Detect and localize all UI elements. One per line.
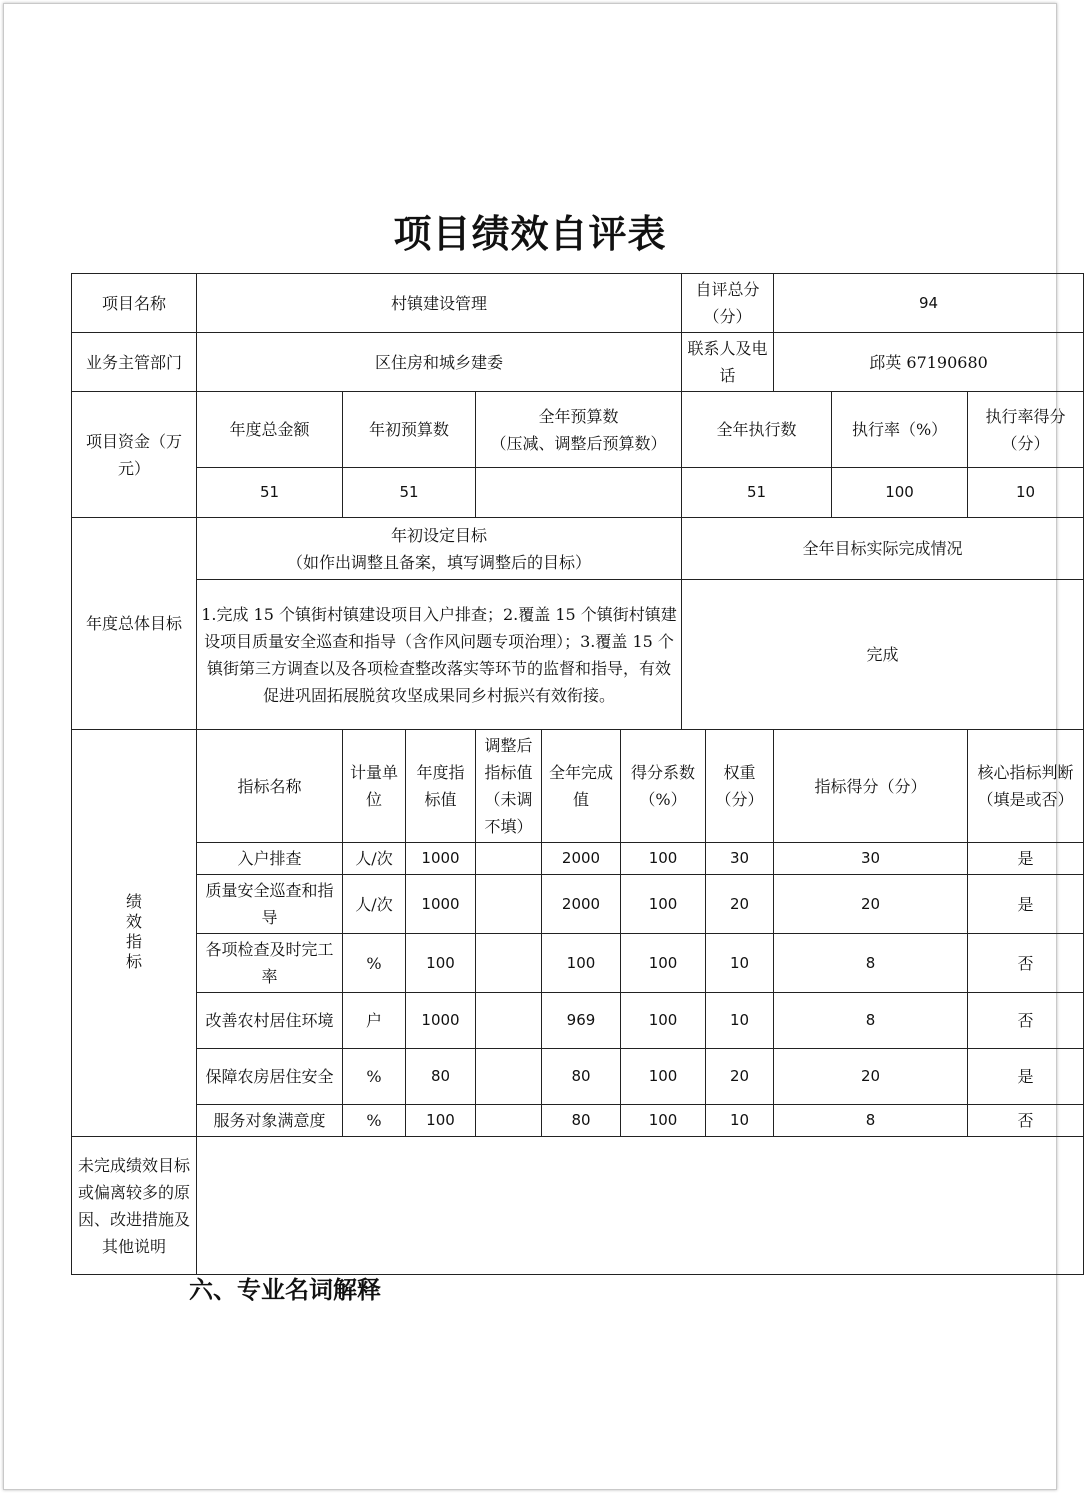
indicator-annual: 100	[406, 934, 476, 993]
indicator-weight: 20	[706, 1049, 774, 1105]
indicator-adjusted	[476, 875, 542, 934]
indicator-name: 服务对象满意度	[197, 1105, 343, 1137]
indicator-weight: 10	[706, 934, 774, 993]
indicator-annual: 1000	[406, 993, 476, 1049]
project-name-value: 村镇建设管理	[197, 274, 682, 333]
indicators-label: 绩效指标	[125, 891, 142, 971]
header-score: 指标得分（分）	[774, 730, 968, 843]
indicator-unit: 人/次	[343, 843, 406, 875]
indicator-name: 保障农房居住安全	[197, 1049, 343, 1105]
table-row	[72, 934, 1084, 993]
header-annual-value: 年度指标值	[406, 730, 476, 843]
indicator-done: 80	[542, 1105, 621, 1137]
indicator-unit: 户	[343, 993, 406, 1049]
funds-full-year-value	[476, 468, 682, 518]
indicator-name: 入户排查	[197, 843, 343, 875]
funds-total-header: 年度总金额	[197, 392, 343, 468]
table-row	[72, 843, 1084, 875]
indicator-coef: 100	[621, 875, 706, 934]
indicator-unit: %	[343, 934, 406, 993]
initial-goal-text: 1.完成 15 个镇街村镇建设项目入户排查；2.覆盖 15 个镇街村镇建设项目质量安全巡查和指导（含作风问题专项治理）；3.覆盖 15 个镇街第三方调查以及各项检查整改落实等环节的监督和指导，有效促进巩固拓展脱贫攻坚成果同乡村振兴有效衔接。	[197, 580, 682, 730]
funds-total-value: 51	[197, 468, 343, 518]
indicator-annual: 1000	[406, 843, 476, 875]
self-evaluation-table	[71, 273, 1084, 1275]
funds-full-year-note: （压减、调整后预算数）	[490, 433, 667, 453]
table-row	[72, 1049, 1084, 1105]
header-coef: 得分系数（%）	[621, 730, 706, 843]
indicator-score: 8	[774, 934, 968, 993]
indicator-unit: %	[343, 1049, 406, 1105]
indicator-coef: 100	[621, 1105, 706, 1137]
funds-initial-header: 年初预算数	[343, 392, 476, 468]
funds-full-year-header	[476, 392, 682, 468]
indicator-unit: %	[343, 1105, 406, 1137]
indicator-annual: 1000	[406, 875, 476, 934]
indicator-score: 8	[774, 1105, 968, 1137]
indicator-annual: 100	[406, 1105, 476, 1137]
indicator-adjusted	[476, 993, 542, 1049]
indicator-coef: 100	[621, 934, 706, 993]
indicator-weight: 10	[706, 1105, 774, 1137]
notes-value	[197, 1137, 1084, 1275]
funds-label: 项目资金（万元）	[72, 392, 197, 518]
page-title: 项目绩效自评表	[393, 211, 667, 256]
funds-initial-value: 51	[343, 468, 476, 518]
indicator-core: 是	[968, 1049, 1084, 1105]
table-row	[72, 993, 1084, 1049]
indicator-score: 8	[774, 993, 968, 1049]
funds-full-year-title: 全年预算数	[538, 406, 619, 426]
goals-label: 年度总体目标	[72, 518, 197, 730]
header-weight: 权重（分）	[706, 730, 774, 843]
section-heading: 六、专业名词解释	[189, 1275, 381, 1304]
self-score-value: 94	[774, 274, 1084, 333]
indicator-core: 否	[968, 993, 1084, 1049]
header-unit: 计量单位	[343, 730, 406, 843]
funds-rate-header: 执行率（%）	[832, 392, 968, 468]
indicator-annual: 80	[406, 1049, 476, 1105]
funds-rate-score-header: 执行率得分（分）	[968, 392, 1084, 468]
indicator-adjusted	[476, 1105, 542, 1137]
indicator-core: 是	[968, 875, 1084, 934]
indicator-coef: 100	[621, 993, 706, 1049]
indicator-score: 20	[774, 1049, 968, 1105]
header-core: 核心指标判断（填是或否）	[968, 730, 1084, 843]
indicator-adjusted	[476, 934, 542, 993]
initial-goal-note: （如作出调整且备案，填写调整后的目标）	[287, 552, 592, 572]
initial-goal-title: 年初设定目标	[391, 525, 488, 545]
indicator-done: 2000	[542, 843, 621, 875]
indicators-label-cell	[72, 730, 197, 1137]
indicator-name: 质量安全巡查和指导	[197, 875, 343, 934]
indicator-adjusted	[476, 843, 542, 875]
funds-executed-value: 51	[682, 468, 832, 518]
funds-rate-score-value: 10	[968, 468, 1084, 518]
indicator-coef: 100	[621, 843, 706, 875]
indicator-done: 100	[542, 934, 621, 993]
actual-goal-text: 完成	[682, 580, 1084, 730]
indicator-name: 各项检查及时完工率	[197, 934, 343, 993]
indicator-score: 20	[774, 875, 968, 934]
indicator-weight: 10	[706, 993, 774, 1049]
self-score-label: 自评总分（分）	[682, 274, 774, 333]
indicator-unit: 人/次	[343, 875, 406, 934]
project-name-label: 项目名称	[72, 274, 197, 333]
header-full-year-value: 全年完成值	[542, 730, 621, 843]
funds-rate-value: 100	[832, 468, 968, 518]
contact-label: 联系人及电话	[682, 333, 774, 392]
dept-label: 业务主管部门	[72, 333, 197, 392]
table-row	[72, 1105, 1084, 1137]
dept-value: 区住房和城乡建委	[197, 333, 682, 392]
indicator-done: 969	[542, 993, 621, 1049]
indicator-coef: 100	[621, 1049, 706, 1105]
indicator-core: 是	[968, 843, 1084, 875]
initial-goal-header	[197, 518, 682, 580]
notes-label: 未完成绩效目标或偏离较多的原因、改进措施及其他说明	[72, 1137, 197, 1275]
indicator-name: 改善农村居住环境	[197, 993, 343, 1049]
header-adjusted-value: 调整后指标值（未调不填）	[476, 730, 542, 843]
funds-executed-header: 全年执行数	[682, 392, 832, 468]
header-indicator-name: 指标名称	[197, 730, 343, 843]
indicator-adjusted	[476, 1049, 542, 1105]
indicator-score: 30	[774, 843, 968, 875]
indicator-core: 否	[968, 934, 1084, 993]
indicator-weight: 20	[706, 875, 774, 934]
table-row	[72, 875, 1084, 934]
indicator-core: 否	[968, 1105, 1084, 1137]
actual-goal-header: 全年目标实际完成情况	[682, 518, 1084, 580]
indicator-done: 2000	[542, 875, 621, 934]
indicator-weight: 30	[706, 843, 774, 875]
indicator-done: 80	[542, 1049, 621, 1105]
contact-value: 邱英 67190680	[774, 333, 1084, 392]
